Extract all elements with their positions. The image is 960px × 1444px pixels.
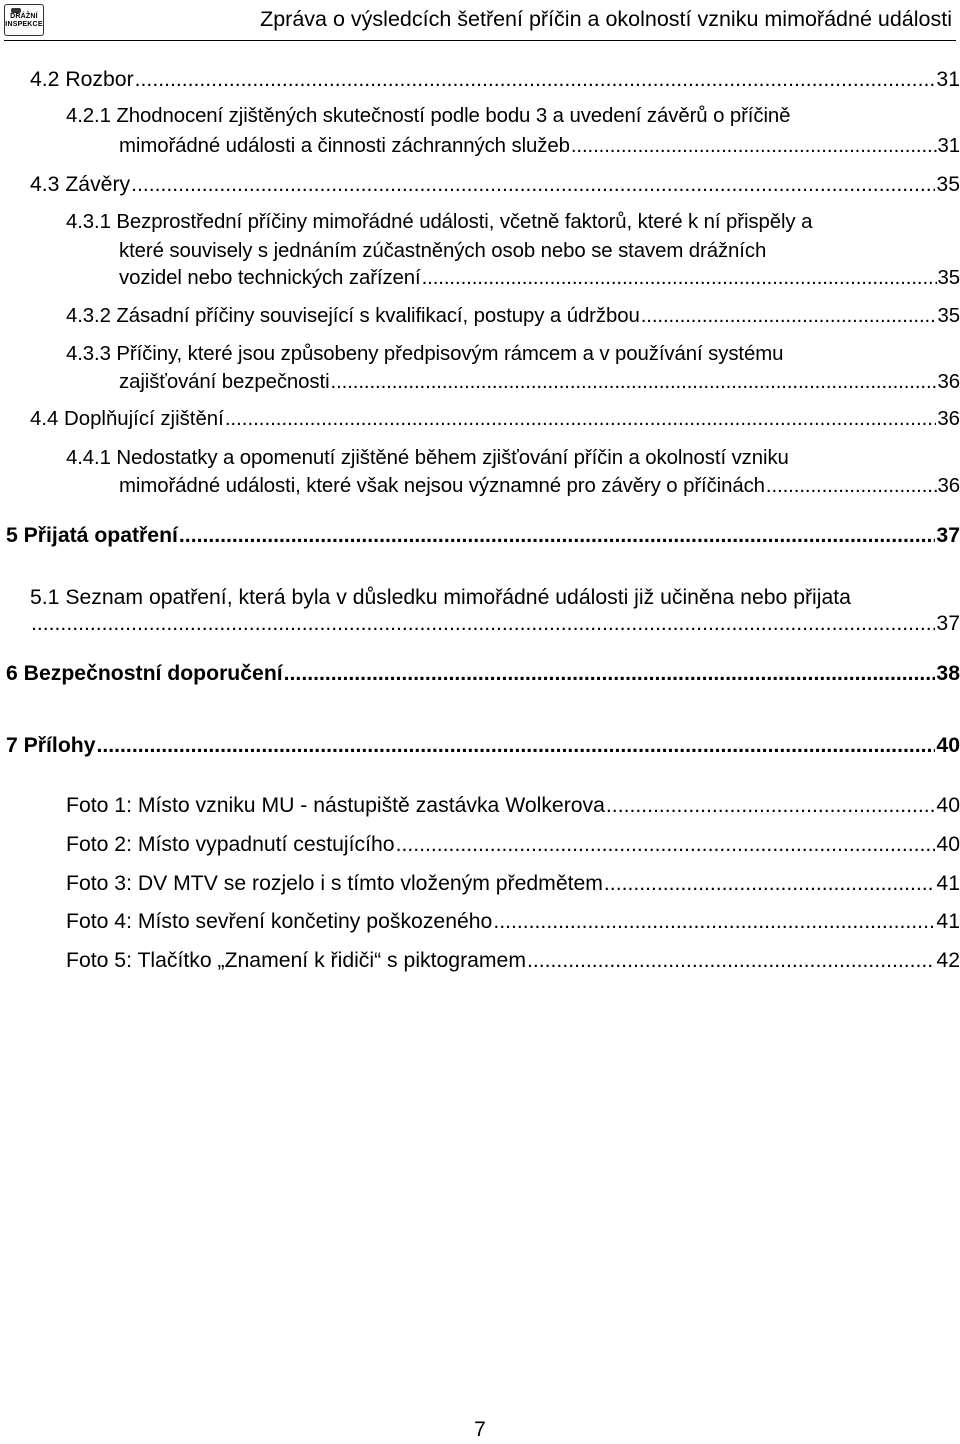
- figure-page: 42: [936, 949, 960, 972]
- toc-entry-7[interactable]: [6, 734, 960, 758]
- toc-entry-title: 4.4 Doplňující zjištění: [30, 408, 224, 430]
- toc-leader: [97, 734, 936, 758]
- toc-leader: [422, 267, 937, 290]
- figure-entry-2[interactable]: [66, 833, 960, 857]
- toc-leader: [766, 475, 937, 498]
- header-divider: [4, 40, 956, 41]
- toc-leader: [284, 662, 936, 686]
- toc-entry-title: 5 Přijatá opatření: [6, 524, 178, 547]
- toc-leader: [604, 872, 936, 896]
- figure-title: Foto 2: Místo vypadnutí cestujícího: [66, 833, 395, 856]
- toc-entry-4-2-1[interactable]: [119, 135, 960, 158]
- toc-entry-4-3[interactable]: [30, 173, 960, 197]
- toc-page: 37: [936, 612, 960, 635]
- toc-page: 35: [936, 173, 960, 196]
- toc-entry-title: mimořádné události, které však nejsou významné pro závěry o příčinách: [119, 475, 765, 497]
- toc-entry-5-1-line1[interactable]: 5.1 Seznam opatření, která byla v důsledku mimořádné události již učiněna nebo přijata: [30, 586, 851, 609]
- toc-leader: [331, 371, 937, 394]
- toc-entry-title: 7 Přílohy: [6, 734, 96, 757]
- logo-mark-icon: [11, 8, 21, 13]
- toc-entry-4-3-1-line2[interactable]: které souvisely s jednáním zúčastněných osob nebo se stavem drážních: [119, 240, 767, 262]
- toc-entry-4-4-1-line1[interactable]: 4.4.1 Nedostatky a opomenutí zjištěné během zjišťování příčin a okolností vzniku: [66, 447, 789, 469]
- toc-entry-4-2[interactable]: [30, 68, 960, 92]
- toc-leader: [641, 305, 937, 328]
- figure-entry-4[interactable]: [66, 910, 960, 934]
- toc-leader: [225, 408, 937, 431]
- document-title: Zpráva o výsledcích šetření příčin a okolností vzniku mimořádné události: [260, 7, 952, 31]
- toc-entry-6[interactable]: [6, 662, 960, 686]
- figure-title: Foto 5: Tlačítko „Znamení k řidiči“ s piktogramem: [66, 949, 526, 972]
- page-header: [0, 0, 960, 44]
- toc-entry-4-2-1-line1[interactable]: 4.2.1 Zhodnocení zjištěných skutečností podle bodu 3 a uvedení závěrů o příčině: [66, 105, 791, 127]
- toc-leader: [131, 173, 935, 197]
- toc-page: 35: [937, 305, 960, 327]
- toc-leader: [493, 910, 935, 934]
- figure-title: Foto 3: DV MTV se rozjelo i s tímto vloženým předmětem: [66, 872, 603, 895]
- toc-page: 31: [936, 68, 960, 91]
- toc-entry-title: 4.2 Rozbor: [30, 68, 134, 91]
- toc-page: 40: [936, 734, 960, 757]
- toc-leader: [571, 135, 937, 158]
- figure-page: 41: [936, 910, 960, 933]
- toc-entry-title: mimořádné události a činnosti záchranných služeb: [119, 135, 570, 157]
- figure-page: 40: [936, 833, 960, 856]
- toc-leader: [135, 68, 936, 92]
- figure-entry-5[interactable]: [66, 949, 960, 973]
- toc-leader: [527, 949, 935, 973]
- toc-page: 36: [937, 408, 960, 430]
- drazni-inspekce-logo: [4, 4, 44, 36]
- toc-entry-4-4-1[interactable]: [119, 475, 960, 498]
- toc-entry-title: zajišťování bezpečnosti: [119, 371, 330, 393]
- toc-entry-5-1[interactable]: [30, 612, 960, 636]
- toc-entry-4-3-3[interactable]: [119, 371, 960, 394]
- toc-page: 37: [936, 524, 960, 547]
- figure-entry-1[interactable]: [66, 794, 960, 818]
- toc-entry-title: 4.3 Závěry: [30, 173, 131, 196]
- page-number: 7: [474, 1418, 486, 1441]
- toc-entry-4-3-2[interactable]: [66, 305, 960, 328]
- toc-page: 36: [937, 475, 960, 497]
- toc-leader: [179, 524, 936, 548]
- toc-entry-4-3-1-line1[interactable]: 4.3.1 Bezprostřední příčiny mimořádné události, včetně faktorů, které k ní přispěly a: [66, 211, 813, 233]
- toc-entry-4-3-3-line1[interactable]: 4.3.3 Příčiny, které jsou způsobeny předpisovým rámcem a v používání systému: [66, 343, 784, 365]
- toc-entry-4-3-1[interactable]: [119, 267, 960, 290]
- toc-entry-5[interactable]: [6, 524, 960, 548]
- toc-page: 35: [937, 267, 960, 289]
- toc-entry-title: vozidel nebo technických zařízení: [119, 267, 421, 289]
- figure-entry-3[interactable]: [66, 872, 960, 896]
- figure-title: Foto 1: Místo vzniku MU - nástupiště zastávka Wolkerova: [66, 794, 605, 817]
- toc-leader: [31, 612, 935, 636]
- toc-leader: [606, 794, 936, 818]
- figure-page: 40: [936, 794, 960, 817]
- toc-entry-4-4[interactable]: [30, 408, 960, 431]
- figure-title: Foto 4: Místo sevření končetiny poškozeného: [66, 910, 493, 933]
- toc-leader: [396, 833, 936, 857]
- toc-entry-title: 4.3.2 Zásadní příčiny související s kvalifikací, postupy a údržbou: [66, 305, 640, 327]
- toc-page: 38: [936, 662, 960, 685]
- figure-page: 41: [936, 872, 960, 895]
- logo-text: DRÁŽNÍ INSPEKCE: [5, 13, 43, 28]
- toc-entry-title: 6 Bezpečnostní doporučení: [6, 662, 283, 685]
- toc-page: 36: [937, 371, 960, 393]
- toc-page: 31: [937, 135, 960, 157]
